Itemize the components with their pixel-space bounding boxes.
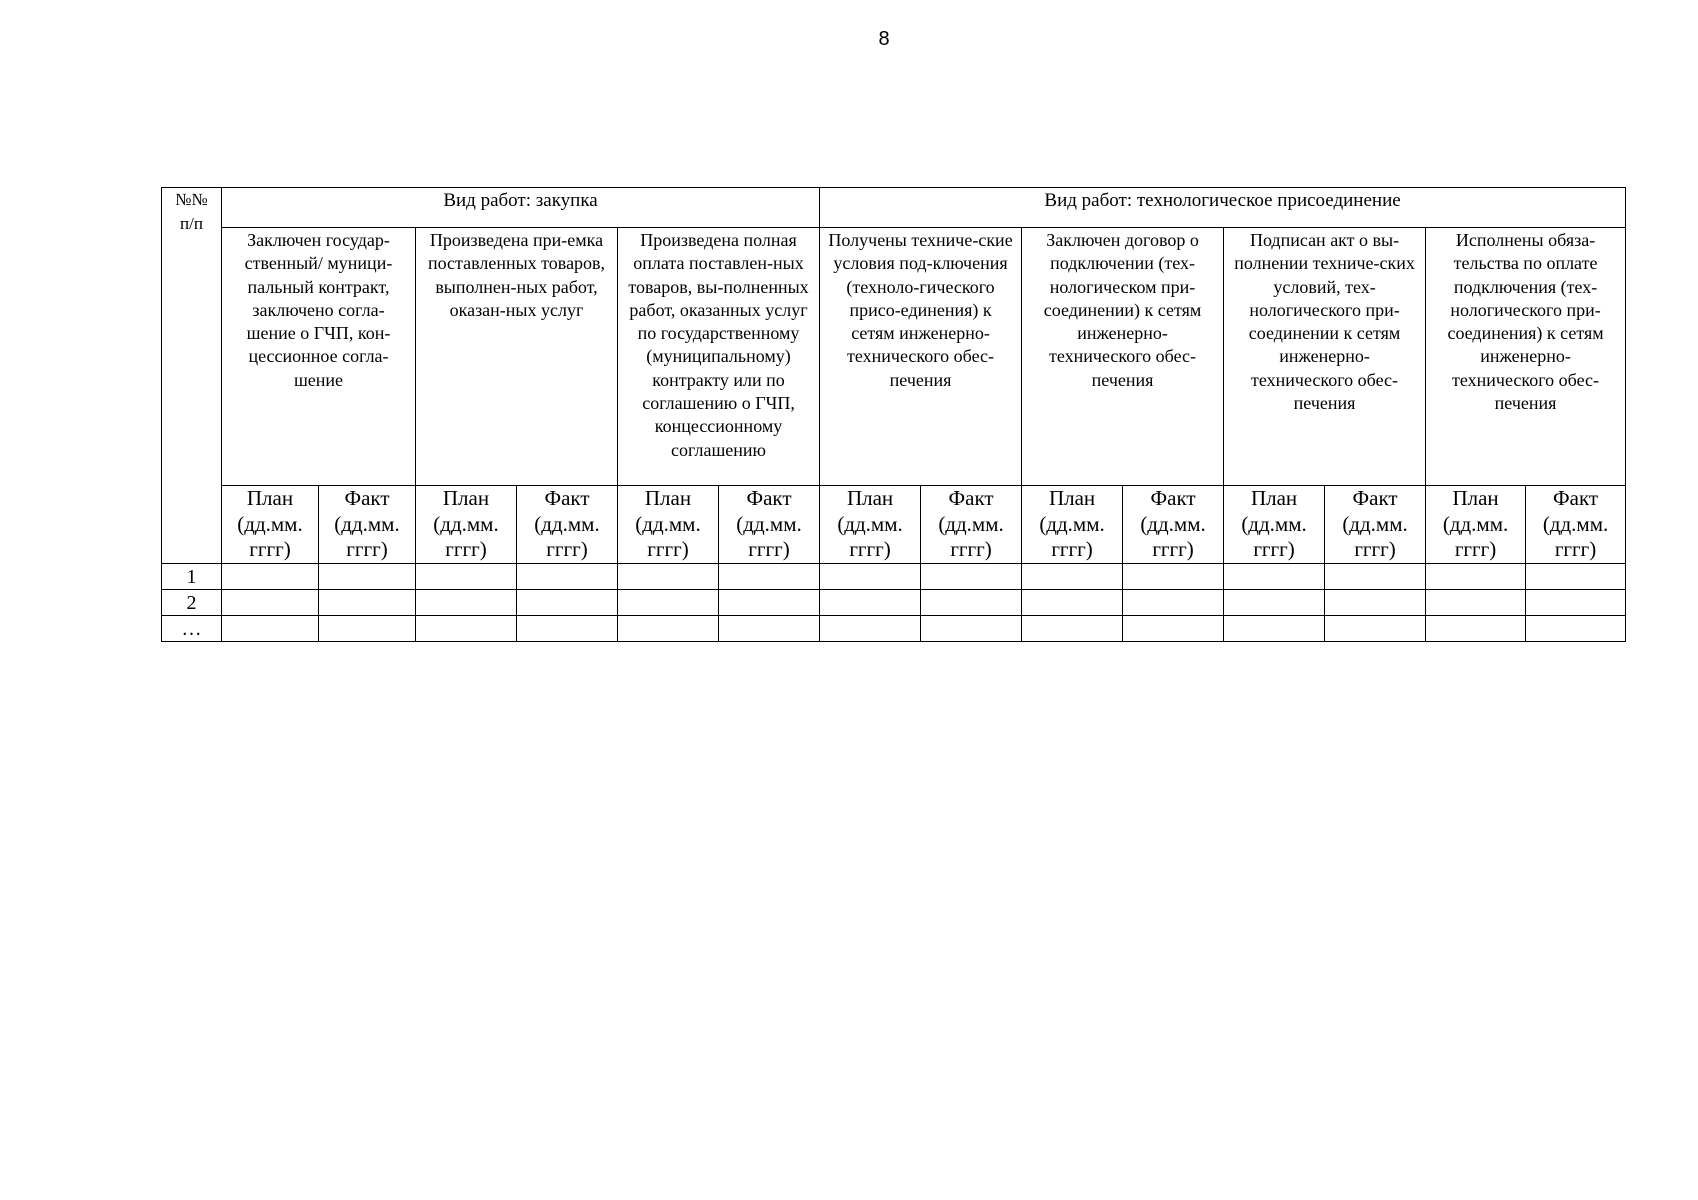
stage-header-contract-signed: Заключен государ-ственный/ муници-пальный контракт, заключено согла-шение о ГЧП, кон-цессионное согла-шение [222, 228, 416, 486]
date-format-line1: (дд.мм. [1039, 511, 1105, 536]
table-cell[interactable] [222, 564, 319, 590]
table-cell[interactable] [719, 590, 820, 616]
row-number: 2 [162, 590, 222, 616]
number-column-header [162, 188, 222, 564]
plan-header [618, 486, 719, 564]
group-header-procurement: Вид работ: закупка [222, 188, 820, 228]
date-format-line2: гггг) [1253, 537, 1295, 561]
date-format-line1: (дд.мм. [736, 511, 802, 536]
plan-header-label: План [246, 486, 294, 510]
plan-header-label: План [644, 486, 692, 510]
table-cell[interactable] [319, 616, 416, 642]
table-cell[interactable] [1022, 616, 1123, 642]
table-cell[interactable] [1224, 590, 1325, 616]
plan-header-label: План [1250, 486, 1298, 510]
table-cell[interactable] [1426, 564, 1526, 590]
date-format-line1: (дд.мм. [1342, 511, 1408, 536]
fact-header [517, 486, 618, 564]
table-cell[interactable] [222, 590, 319, 616]
row-number: 1 [162, 564, 222, 590]
table-row [162, 564, 1626, 590]
fact-header [719, 486, 820, 564]
date-format-line1: (дд.мм. [334, 511, 400, 536]
date-format-line2: гггг) [1354, 537, 1396, 561]
table-row [162, 616, 1626, 642]
table-cell[interactable] [517, 616, 618, 642]
date-format-line2: гггг) [849, 537, 891, 561]
table-cell[interactable] [719, 564, 820, 590]
plan-header [222, 486, 319, 564]
date-format-line2: гггг) [1152, 537, 1194, 561]
date-format-line2: гггг) [1554, 537, 1597, 561]
table-cell[interactable] [921, 590, 1022, 616]
fact-header-label: Факт [544, 486, 590, 510]
date-format-line1: (дд.мм. [1542, 511, 1609, 536]
number-header-line2: п/п [180, 214, 203, 233]
fact-header [1325, 486, 1426, 564]
table-cell[interactable] [319, 590, 416, 616]
table-row [162, 590, 1626, 616]
plan-header [416, 486, 517, 564]
plan-header [820, 486, 921, 564]
stage-header-acceptance: Произведена при-емка поставленных товаров, выполнен-ных работ, оказан-ных услуг [416, 228, 618, 486]
table-cell[interactable] [1224, 564, 1325, 590]
table-cell[interactable] [319, 564, 416, 590]
fact-header-label: Факт [1150, 486, 1196, 510]
plan-header-label: План [1048, 486, 1096, 510]
plan-header [1426, 486, 1526, 564]
table-cell[interactable] [921, 564, 1022, 590]
table-cell[interactable] [820, 564, 921, 590]
number-header-line1: №№ [175, 190, 208, 209]
fact-header [319, 486, 416, 564]
date-format-line1: (дд.мм. [837, 511, 903, 536]
stage-header-technical-conditions: Получены техниче-ские условия под-ключения (техноло-гического присо-единения) к сетям инженерно-технического обес-печения [820, 228, 1022, 486]
page-number: 8 [878, 28, 890, 50]
table-cell[interactable] [618, 590, 719, 616]
table-cell[interactable] [416, 616, 517, 642]
row-number: … [162, 616, 222, 642]
table-cell[interactable] [1526, 590, 1626, 616]
table-cell[interactable] [921, 616, 1022, 642]
stage-header-payment-obligations: Исполнены обяза-тельства по оплате подключения (тех-нологического при-соединения) к сетям инженерно-технического обес-печения [1426, 228, 1626, 486]
fact-header-label: Факт [746, 486, 792, 510]
date-format-line2: гггг) [249, 537, 291, 561]
stage-header-full-payment: Произведена полная оплата поставлен-ных товаров, вы-полненных работ, оказанных услуг по государственному (муниципальному) контракту или по соглашению о ГЧП, концессионному соглашению [618, 228, 820, 486]
date-format-line2: гггг) [1454, 537, 1497, 561]
date-format-line1: (дд.мм. [433, 511, 499, 536]
stage-header-connection-agreement: Заключен договор о подключении (тех-нологическом при-соединении) к сетям инженерно-технического обес-печения [1022, 228, 1224, 486]
table-cell[interactable] [1325, 616, 1426, 642]
table-cell[interactable] [1022, 590, 1123, 616]
group-header-connection: Вид работ: технологическое присоединение [820, 188, 1626, 228]
table-cell[interactable] [1325, 564, 1426, 590]
table-cell[interactable] [618, 564, 719, 590]
date-format-line1: (дд.мм. [1140, 511, 1206, 536]
table-cell[interactable] [1526, 616, 1626, 642]
stage-header-completion-act: Подписан акт о вы-полнении техниче-ских условий, тех-нологического при-соединении к сетям инженерно-технического обес-печения [1224, 228, 1426, 486]
date-format-line1: (дд.мм. [534, 511, 600, 536]
plan-header-label: План [1452, 486, 1499, 510]
date-format-line1: (дд.мм. [635, 511, 701, 536]
fact-header-label: Факт [1553, 486, 1599, 510]
table-cell[interactable] [416, 590, 517, 616]
table-cell[interactable] [719, 616, 820, 642]
date-format-line2: гггг) [748, 537, 790, 561]
date-format-line2: гггг) [346, 537, 388, 561]
plan-header [1224, 486, 1325, 564]
date-format-line2: гггг) [445, 537, 487, 561]
date-format-line1: (дд.мм. [1442, 511, 1509, 536]
plan-header [1022, 486, 1123, 564]
date-format-line2: гггг) [1051, 537, 1093, 561]
report-table [161, 187, 1626, 642]
fact-header [1526, 486, 1626, 564]
table-cell[interactable] [517, 590, 618, 616]
fact-header-label: Факт [1352, 486, 1398, 510]
date-format-line1: (дд.мм. [938, 511, 1004, 536]
table-cell[interactable] [820, 590, 921, 616]
table-cell[interactable] [1426, 590, 1526, 616]
table-cell[interactable] [618, 616, 719, 642]
table-cell[interactable] [222, 616, 319, 642]
plan-header-label: План [846, 486, 894, 510]
date-format-line1: (дд.мм. [1241, 511, 1307, 536]
date-format-line2: гггг) [546, 537, 588, 561]
table-cell[interactable] [1325, 590, 1426, 616]
table-cell[interactable] [1224, 616, 1325, 642]
plan-header-label: План [442, 486, 490, 510]
plan-fact-header-row [162, 486, 1626, 564]
table-cell[interactable] [416, 564, 517, 590]
table-cell[interactable] [1526, 564, 1626, 590]
table-cell[interactable] [1426, 616, 1526, 642]
fact-header [1123, 486, 1224, 564]
table-cell[interactable] [1022, 564, 1123, 590]
date-format-line2: гггг) [647, 537, 689, 561]
table-cell[interactable] [1123, 564, 1224, 590]
fact-header-label: Факт [344, 486, 390, 510]
table-cell[interactable] [820, 616, 921, 642]
table-cell[interactable] [1123, 616, 1224, 642]
date-format-line1: (дд.мм. [237, 511, 303, 536]
table-cell[interactable] [517, 564, 618, 590]
table-cell[interactable] [1123, 590, 1224, 616]
fact-header [921, 486, 1022, 564]
fact-header-label: Факт [948, 486, 994, 510]
date-format-line2: гггг) [950, 537, 992, 561]
